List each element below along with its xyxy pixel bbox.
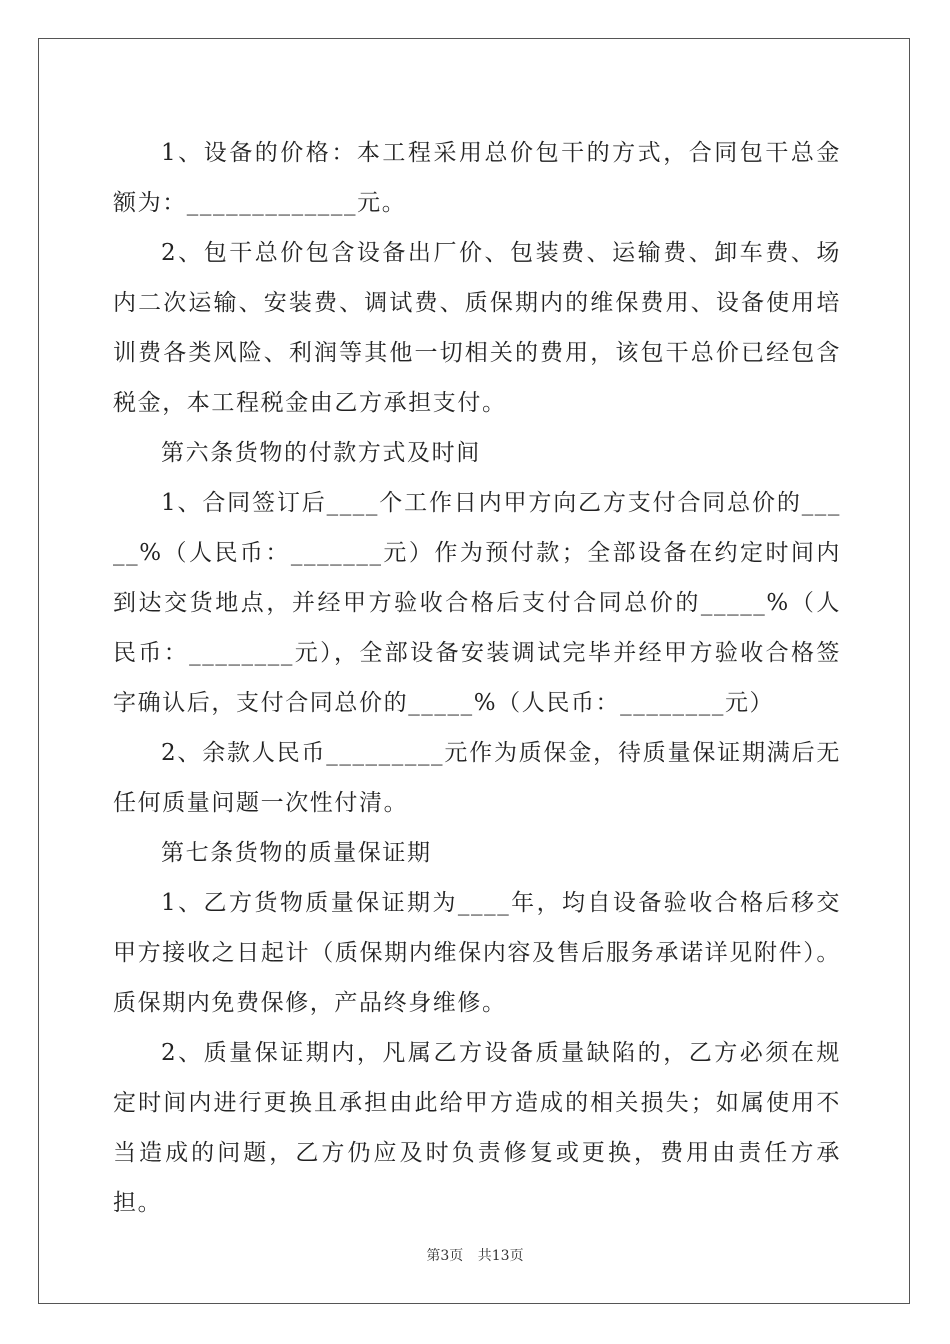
page-total: 共13页 xyxy=(477,1248,524,1264)
paragraph-warranty-period: 1、乙方货物质量保证期为____年，均自设备验收合格后移交甲方接收之日起计（质保期内维保内容及售后服务承诺详见附件）。质保期内免费保修，产品终身维修。 xyxy=(113,890,841,1016)
paragraph-price-scope: 2、包干总价包含设备出厂价、包装费、运输费、卸车费、场内二次运输、安装费、调试费、质保期内的维保费用、设备使用培训费各类风险、利润等其他一切相关的费用，该包干总价已经包含税金，本工程税金由乙方承担支付。 xyxy=(113,240,841,416)
paragraph-price: 1、设备的价格：本工程采用总价包干的方式，合同包干总金额为：_____________元。 xyxy=(113,140,841,216)
paragraph-warranty-defects: 2、质量保证期内，凡属乙方设备质量缺陷的，乙方必须在规定时间内进行更换且承担由此给甲方造成的相关损失；如属使用不当造成的问题，乙方仍应及时负责修复或更换，费用由责任方承担。 xyxy=(113,1040,841,1216)
document-body xyxy=(113,128,841,1228)
page-number: 第3页 xyxy=(426,1248,464,1264)
section-heading-warranty: 第七条货物的质量保证期 xyxy=(161,840,432,866)
page-footer xyxy=(0,1245,950,1265)
paragraph-retention: 2、余款人民币_________元作为质保金，待质量保证期满后无任何质量问题一次性付清。 xyxy=(113,740,841,816)
section-heading-payment: 第六条货物的付款方式及时间 xyxy=(161,440,481,466)
paragraph-payment-schedule: 1、合同签订后____个工作日内甲方向乙方支付合同总价的_____%（人民币：_______元）作为预付款；全部设备在约定时间内到达交货地点，并经甲方验收合格后支付合同总价的_____%（人民币：________元），全部设备安装调试完毕并经甲方验收合格签字确认后，支付合同总价的_____%（人民币：________元） xyxy=(113,490,841,716)
